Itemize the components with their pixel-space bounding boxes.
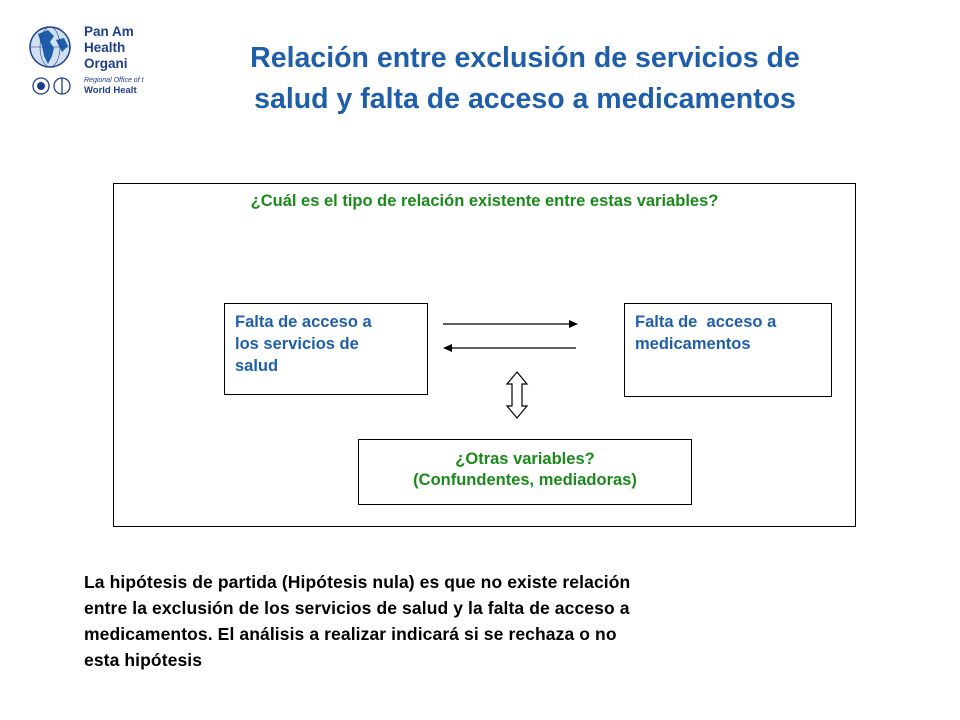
logo-text-line1: Pan Am xyxy=(84,24,134,39)
box-left-line2: los servicios de xyxy=(235,335,359,353)
box-left-line3: salud xyxy=(235,357,279,375)
diagram-question: ¿Cuál es el tipo de relación existente entre estas variables? xyxy=(250,192,719,210)
arrow-left xyxy=(443,344,576,352)
hypothesis-text xyxy=(84,569,874,673)
logo-text-line2: Health xyxy=(84,40,126,55)
logo-text-line3: Organi xyxy=(84,56,128,71)
box-bottom-line1: ¿Otras variables? xyxy=(455,450,595,468)
slide-title-line1: Relación entre exclusión de servicios de xyxy=(250,42,800,74)
logo-subtext-2: World Healt xyxy=(84,85,137,96)
hypothesis-line3: medicamentos. El análisis a realizar indicará si se rechaza o no xyxy=(84,624,617,644)
box-bottom-line2: (Confundentes, mediadoras) xyxy=(413,471,637,489)
logo-subtext-1: Regional Office of t xyxy=(84,77,144,84)
arrow-right xyxy=(443,320,578,328)
box-right-line1: Falta de acceso a xyxy=(635,313,777,331)
hypothesis-line1: La hipótesis de partida (Hipótesis nula) es que no existe relación xyxy=(84,572,631,592)
hypothesis-line4: esta hipótesis xyxy=(84,650,203,670)
double-arrow-vertical xyxy=(507,372,527,418)
hypothesis-line2: entre la exclusión de los servicios de salud y la falta de acceso a xyxy=(84,598,630,618)
box-right-line2: medicamentos xyxy=(635,335,751,353)
slide-title-line2: salud y falta de acceso a medicamentos xyxy=(254,83,796,115)
box-left-line1: Falta de acceso a xyxy=(235,313,372,331)
